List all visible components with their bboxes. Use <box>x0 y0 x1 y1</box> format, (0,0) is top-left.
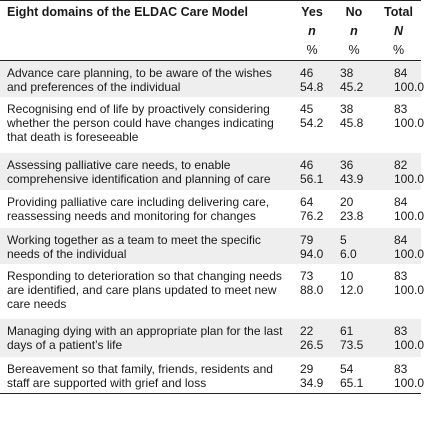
no-pct: 45.2 <box>340 80 364 94</box>
yes-cell <box>292 269 332 319</box>
yes-pct: 34.9 <box>300 376 324 390</box>
no-cell <box>332 66 376 97</box>
yes-pct: 94.0 <box>300 247 324 261</box>
no-n: 36 <box>340 158 354 172</box>
no-cell <box>332 362 376 393</box>
total-n: 83 <box>394 362 408 376</box>
total-n: 83 <box>394 324 408 338</box>
yes-cell <box>292 362 332 393</box>
yes-cell <box>292 158 332 190</box>
total-cell <box>376 324 424 357</box>
yes-n: 45 <box>300 102 314 116</box>
header-no-label: No <box>345 5 363 19</box>
total-cell <box>376 158 424 190</box>
no-pct: 12.0 <box>340 283 364 297</box>
table-row <box>0 357 424 393</box>
table-row <box>0 319 424 357</box>
total-cell <box>376 233 424 264</box>
total-n: 83 <box>394 102 408 116</box>
yes-n: 64 <box>300 195 314 209</box>
yes-pct: 88.0 <box>300 283 324 297</box>
no-n: 38 <box>340 66 354 80</box>
no-pct: 73.5 <box>340 338 364 352</box>
yes-n: 29 <box>300 362 314 376</box>
row-label: Assessing palliative care needs, to enable comprehensive identification and planning of care <box>7 158 271 186</box>
yes-pct: 54.2 <box>300 116 324 130</box>
table-header <box>0 1 421 60</box>
total-pct: 100.0 <box>394 80 424 94</box>
header-title: Eight domains of the ELDAC Care Model <box>7 5 248 19</box>
yes-cell <box>292 66 332 97</box>
no-cell <box>332 233 376 264</box>
yes-pct: 56.1 <box>300 172 324 186</box>
no-n: 5 <box>340 233 347 247</box>
row-label: Responding to deterioration so that changing needs are identified, and care plans updated to meet new care needs <box>7 269 282 311</box>
header-total-pct: % <box>392 43 405 57</box>
no-n: 61 <box>340 324 354 338</box>
bottom-rule <box>0 393 421 394</box>
yes-n: 22 <box>300 324 314 338</box>
total-pct: 100.0 <box>394 247 424 261</box>
header-yes-pct: % <box>306 43 318 57</box>
yes-cell <box>292 233 332 264</box>
yes-cell <box>292 324 332 357</box>
total-pct: 100.0 <box>394 376 424 390</box>
header-yes-sub: n <box>308 24 316 38</box>
header-yes <box>292 3 332 60</box>
row-label: Providing palliative care including delivering care, reassessing needs and monitoring for changes <box>7 195 270 223</box>
no-cell <box>332 269 376 319</box>
header-total <box>376 3 421 60</box>
total-n: 84 <box>394 195 408 209</box>
total-pct: 100.0 <box>394 209 424 223</box>
header-no-sub: n <box>350 24 358 38</box>
no-pct: 6.0 <box>340 247 357 261</box>
yes-cell <box>292 102 332 153</box>
table-row <box>0 153 424 190</box>
header-total-sub: N <box>393 24 404 38</box>
row-label: Recognising end of life by proactively considering whether the person could have changes indicating that death is foreseeable <box>7 102 274 144</box>
no-pct: 43.9 <box>340 172 364 186</box>
header-total-label: Total <box>384 5 413 19</box>
no-pct: 23.8 <box>340 209 364 223</box>
total-cell <box>376 269 424 319</box>
no-n: 54 <box>340 362 354 376</box>
total-cell <box>376 102 424 153</box>
no-n: 10 <box>340 269 354 283</box>
yes-n: 73 <box>300 269 314 283</box>
no-pct: 45.8 <box>340 116 364 130</box>
yes-pct: 26.5 <box>300 338 324 352</box>
total-n: 83 <box>394 269 408 283</box>
yes-cell <box>292 195 332 228</box>
total-cell <box>376 66 424 97</box>
total-pct: 100.0 <box>394 338 424 352</box>
total-n: 84 <box>394 66 408 80</box>
table-row <box>0 264 424 319</box>
header-yes-label: Yes <box>301 5 323 19</box>
yes-n: 79 <box>300 233 314 247</box>
yes-n: 46 <box>300 66 314 80</box>
no-cell <box>332 102 376 153</box>
table-row <box>0 97 424 153</box>
row-label: Managing dying with an appropriate plan for the last days of a patient’s life <box>7 324 283 352</box>
no-n: 38 <box>340 102 354 116</box>
yes-pct: 76.2 <box>300 209 324 223</box>
no-pct: 65.1 <box>340 376 364 390</box>
row-label: Working together as a team to meet the specific needs of the individual <box>7 233 261 261</box>
total-cell <box>376 195 424 228</box>
total-pct: 100.0 <box>394 116 424 130</box>
yes-n: 46 <box>300 158 314 172</box>
table-row <box>0 190 424 228</box>
header-no <box>332 3 376 60</box>
no-cell <box>332 195 376 228</box>
table-row <box>0 228 424 264</box>
header-no-pct: % <box>348 43 360 57</box>
no-cell <box>332 324 376 357</box>
total-n: 84 <box>394 233 408 247</box>
total-pct: 100.0 <box>394 172 424 186</box>
table-row <box>0 61 424 97</box>
no-cell <box>332 158 376 190</box>
total-cell <box>376 362 424 393</box>
total-pct: 100.0 <box>394 283 424 297</box>
row-label: Advance care planning, to be aware of the wishes and preferences of the individual <box>7 66 272 94</box>
no-n: 20 <box>340 195 354 209</box>
row-label: Bereavement so that family, friends, residents and staff are supported with grief and loss <box>7 362 273 390</box>
yes-pct: 54.8 <box>300 80 324 94</box>
total-n: 82 <box>394 158 408 172</box>
